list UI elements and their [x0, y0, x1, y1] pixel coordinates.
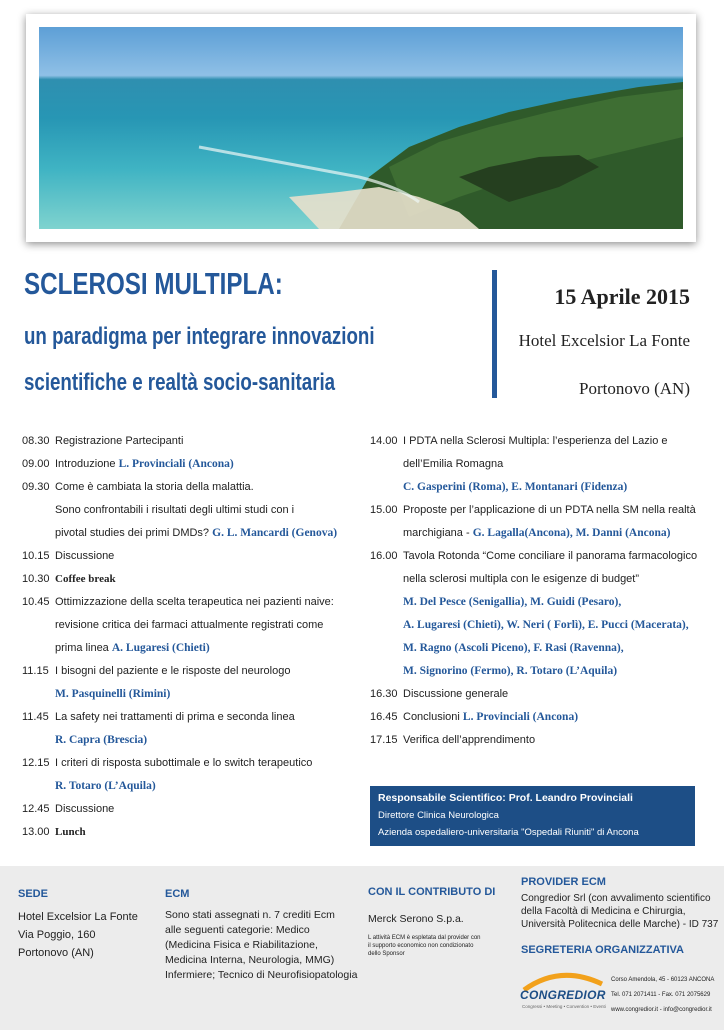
program-row: [370, 522, 697, 545]
program-row: [370, 729, 697, 752]
sponsor-note-line: il supporto economico non condizionato: [368, 943, 474, 949]
footer-info: [0, 866, 724, 1030]
program-text: Sono confrontabili i risultati degli ultimi studi con i: [55, 504, 295, 516]
program-row: [370, 660, 697, 683]
sede-line: Hotel Excelsior La Fonte: [18, 911, 138, 923]
program-time: 09.00: [22, 458, 50, 470]
program-time: 08.30: [22, 435, 50, 447]
program-speaker: M. Signorino (Fermo), R. Totaro (L’Aquila): [403, 665, 618, 677]
program-time: 11.15: [22, 665, 49, 677]
program-speaker: R. Capra (Brescia): [55, 734, 148, 746]
program-row: [22, 591, 337, 614]
program-time: 11.45: [22, 711, 49, 723]
sede-line: Via Poggio, 160: [18, 929, 96, 941]
program-text: prima linea: [55, 642, 112, 654]
ecm-line: Infermiere; Tecnico di Neurofisiopatologia: [165, 969, 358, 981]
ecm-line: alle seguenti categorie: Medico: [165, 924, 310, 936]
program-text: nella sclerosi multipla con le esigenze di budget”: [403, 573, 640, 585]
segreteria-contacts: [611, 976, 714, 1015]
program-text: Lunch: [55, 826, 86, 838]
program-speaker: M. Pasquinelli (Rimini): [55, 688, 171, 700]
scientific-director-box: [370, 786, 695, 846]
program-row: [370, 568, 697, 591]
program-row: [22, 821, 337, 844]
program-text: Verifica dell’apprendimento: [403, 734, 536, 746]
program-time: 13.00: [22, 826, 50, 838]
program-text: Conclusioni: [403, 711, 463, 723]
program-right-column: [370, 430, 697, 752]
title-line-2: un paradigma per integrare innovazioni: [24, 323, 375, 350]
provider-line: Università Politecnica delle Marche) - ID 737: [521, 919, 719, 930]
program-text: Come è cambiata la storia della malattia.: [55, 481, 254, 493]
program-speaker: M. Del Pesce (Senigallia), M. Guidi (Pesaro),: [403, 596, 622, 608]
program-speaker: M. Ragno (Ascoli Piceno), F. Rasi (Ravenna),: [403, 642, 624, 654]
program-text: I bisogni del paziente e le risposte del neurologo: [55, 665, 291, 677]
ecm-text: [165, 908, 357, 983]
program-row: [22, 568, 337, 591]
program-text: dell’Emilia Romagna: [403, 458, 504, 470]
program-speaker: L. Provinciali (Ancona): [118, 458, 234, 470]
sede-address: [18, 908, 138, 962]
header-photo-frame: [26, 14, 696, 242]
program-row: [22, 522, 337, 545]
logo-text: CONGREDIOR: [520, 988, 606, 1002]
program-time: 09.30: [22, 481, 50, 493]
title-divider: [492, 270, 497, 398]
program-row: [22, 775, 337, 798]
program-text: I PDTA nella Sclerosi Multipla: l’esperienza del Lazio e: [403, 435, 668, 447]
program-text: I criteri di risposta subottimale e lo switch terapeutico: [55, 757, 313, 769]
program-speaker: C. Gasperini (Roma), E. Montanari (Fidenza): [403, 481, 628, 493]
program-text: Discussione: [55, 550, 115, 562]
program-time: 16.45: [370, 711, 398, 723]
title-line-1: SCLEROSI MULTIPLA:: [24, 266, 283, 301]
program-time: 10.45: [22, 596, 50, 608]
program-time: 10.15: [22, 550, 50, 562]
program-speaker: A. Lugaresi (Chieti), W. Neri ( Forlì), E. Pucci (Macerata),: [403, 619, 689, 631]
program-row: [370, 545, 697, 568]
sponsor-note-line: L attività ECM è espletata dal provider con: [368, 935, 481, 941]
program-text: Introduzione: [55, 458, 119, 470]
provider-text: [521, 892, 718, 931]
segreteria-address: Corso Amendola, 45 - 60123 ANCONA: [611, 977, 715, 983]
program-row: [22, 729, 337, 752]
event-venue: Hotel Excelsior La Fonte: [518, 331, 690, 350]
program-speaker: G. L. Mancardi (Genova): [212, 527, 338, 539]
sponsor-name: Merck Serono S.p.a.: [368, 913, 464, 925]
program-row: [22, 798, 337, 821]
program-row: [22, 614, 337, 637]
program-left-column: [22, 430, 337, 844]
program-text: Tavola Rotonda “Come conciliare il panorama farmacologico: [403, 550, 698, 562]
program-text: Discussione: [55, 803, 115, 815]
program-text: Coffee break: [55, 573, 116, 585]
provider-heading: PROVIDER ECM: [521, 876, 606, 888]
program-row: [22, 683, 337, 706]
program-row: [370, 476, 697, 499]
program-text: La safety nei trattamenti di prima e seconda linea: [55, 711, 295, 723]
program-row: [370, 591, 697, 614]
scientific-director-title: Responsabile Scientifico: Prof. Leandro Provinciali: [378, 792, 633, 804]
segreteria-heading: SEGRETERIA ORGANIZZATIVA: [521, 944, 684, 956]
program-row: [22, 637, 337, 660]
program-time: 12.15: [22, 757, 50, 769]
sponsor-note-line: dello Sponsor: [368, 951, 405, 957]
sede-heading: SEDE: [18, 888, 48, 900]
program-time: 14.00: [370, 435, 398, 447]
program-row: [22, 660, 337, 683]
title-line-3: scientifiche e realtà socio-sanitaria: [24, 369, 336, 396]
sponsor-note: [368, 934, 481, 958]
program-row: [22, 430, 337, 453]
program-speaker: L. Provinciali (Ancona): [462, 711, 579, 723]
program-time: 10.30: [22, 573, 50, 585]
segreteria-web: www.congredior.it - info@congredior.it: [611, 1007, 712, 1013]
ecm-heading: ECM: [165, 888, 190, 900]
program-row: [22, 706, 337, 729]
program-row: [22, 453, 337, 476]
provider-line: Congredior Srl (con avvalimento scientifico: [521, 893, 711, 904]
ecm-line: (Medicina Fisica e Riabilitazione,: [165, 939, 318, 951]
program-row: [370, 706, 697, 729]
program-time: 12.45: [22, 803, 50, 815]
scientific-director-role: Direttore Clinica Neurologica: [378, 810, 499, 821]
segreteria-phone: Tel. 071 2071411 - Fax. 071 2075629: [611, 992, 711, 998]
program-row: [370, 453, 697, 476]
logo-tagline: Congressi • Meeting • Convention • Eventi: [522, 1004, 606, 1009]
event-date: 15 Aprile 2015: [554, 284, 690, 309]
program-row: [370, 614, 697, 637]
event-place: Portonovo (AN): [579, 379, 690, 398]
program-text: pivotal studies dei primi DMDs?: [55, 527, 213, 539]
program-row: [22, 499, 337, 522]
seaside-photo: [39, 27, 683, 229]
program-row: [370, 683, 697, 706]
ecm-line: Medicina Interna, Neurologia, MMG): [165, 954, 335, 966]
program-row: [370, 499, 697, 522]
program-row: [22, 476, 337, 499]
program-row: [22, 752, 337, 775]
program-text: Registrazione Partecipanti: [55, 435, 184, 447]
program-text: Ottimizzazione della scelta terapeutica nei pazienti naive:: [55, 596, 334, 608]
program-row: [370, 430, 697, 453]
program-time: 17.15: [370, 734, 398, 746]
program-time: 16.00: [370, 550, 398, 562]
program-text: marchigiana -: [403, 527, 473, 539]
program-text: Proposte per l’applicazione di un PDTA nella SM nella realtà: [403, 504, 696, 516]
program-text: revisione critica dei farmaci attualmente registrati come: [55, 619, 324, 631]
program-time: 15.00: [370, 504, 398, 516]
scientific-director-affiliation: Azienda ospedaliero-universitaria "Ospedali Riuniti" di Ancona: [378, 827, 639, 838]
program-text: Discussione generale: [403, 688, 509, 700]
provider-line: della Facoltà di Medicina e Chirurgia,: [521, 906, 686, 917]
program-row: [370, 637, 697, 660]
ecm-line: Sono stati assegnati n. 7 crediti Ecm: [165, 909, 335, 921]
program-speaker: G. Lagalla(Ancona), M. Danni (Ancona): [472, 527, 671, 539]
contributo-heading: CON IL CONTRIBUTO DI: [368, 886, 496, 898]
congredior-logo: [520, 970, 605, 1014]
program-time: 16.30: [370, 688, 398, 700]
program-row: [22, 545, 337, 568]
sede-line: Portonovo (AN): [18, 947, 94, 959]
program-speaker: A. Lugaresi (Chieti): [111, 642, 210, 654]
program-speaker: R. Totaro (L’Aquila): [55, 780, 156, 792]
